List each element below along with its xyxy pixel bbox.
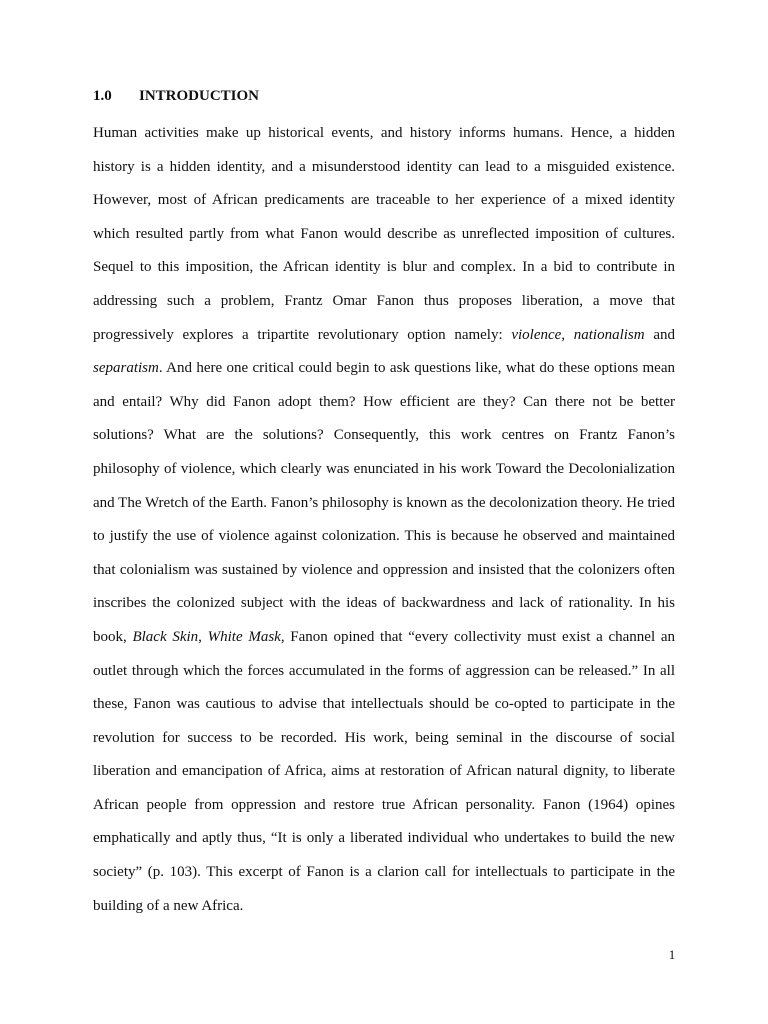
section-title: INTRODUCTION [139,88,260,104]
paragraph-text: . And here one critical could begin to ask questions like, what do these options mean and entail? Why did Fanon adopt them? How efficient are they? Can there not be better solutions? What are the solutions? Consequently, this work centres on Frantz Fanon’s philosophy of violence, which clearly was enunciated in his work Toward the Decolonialization and The Wretch of the Earth. Fanon’s philosophy is known as the decolonization theory. He tried to justify the use of violence against colonization. This is because he observed and maintained that colonialism was sustained by violence and oppression and insisted that the colonizers often inscribes the colonized subject with the ideas of backwardness and lack of rationality. In his book, [93,360,675,645]
paragraph-italic-text: violence, nationalism [511,326,645,343]
paragraph-text: Human activities make up historical events, and history informs humans. Hence, a hidden history is a hidden identity, and a misunderstood identity can lead to a misguided existence. However, most of African predicaments are traceable to her experience of a mixed identity which resulted partly from what Fanon would describe as unreflected imposition of cultures. Sequel to this imposition, the African identity is blur and complex. In a bid to contribute in addressing such a problem, Frantz Omar Fanon thus proposes liberation, a move that progressively explores a tripartite revolutionary option namely: [93,125,675,343]
section-number: 1.0 [93,88,112,104]
paragraph-italic-text: separatism [93,360,159,377]
introduction-paragraph [93,117,675,923]
paragraph-text: and [644,326,675,343]
page-number: 1 [668,947,676,962]
section-heading [93,86,259,106]
paragraph-text: Fanon opined that “every collectivity must exist a channel an outlet through which the forces accumulated in the forms of aggression can be released.” In all these, Fanon was cautious to advise that intellectuals should be co-opted to participate in the revolution for success to be recorded. His work, being seminal in the discourse of social liberation and emancipation of Africa, aims at restoration of African natural dignity, to liberate African people from oppression and restore true African personality. Fanon (1964) opines emphatically and aptly thus, “It is only a liberated individual who undertakes to build the new society” (p. 103). This excerpt of Fanon is a clarion call for intellectuals to participate in the building of a new Africa. [93,628,675,914]
book-title-italic: Black Skin, White Mask, [132,628,285,645]
